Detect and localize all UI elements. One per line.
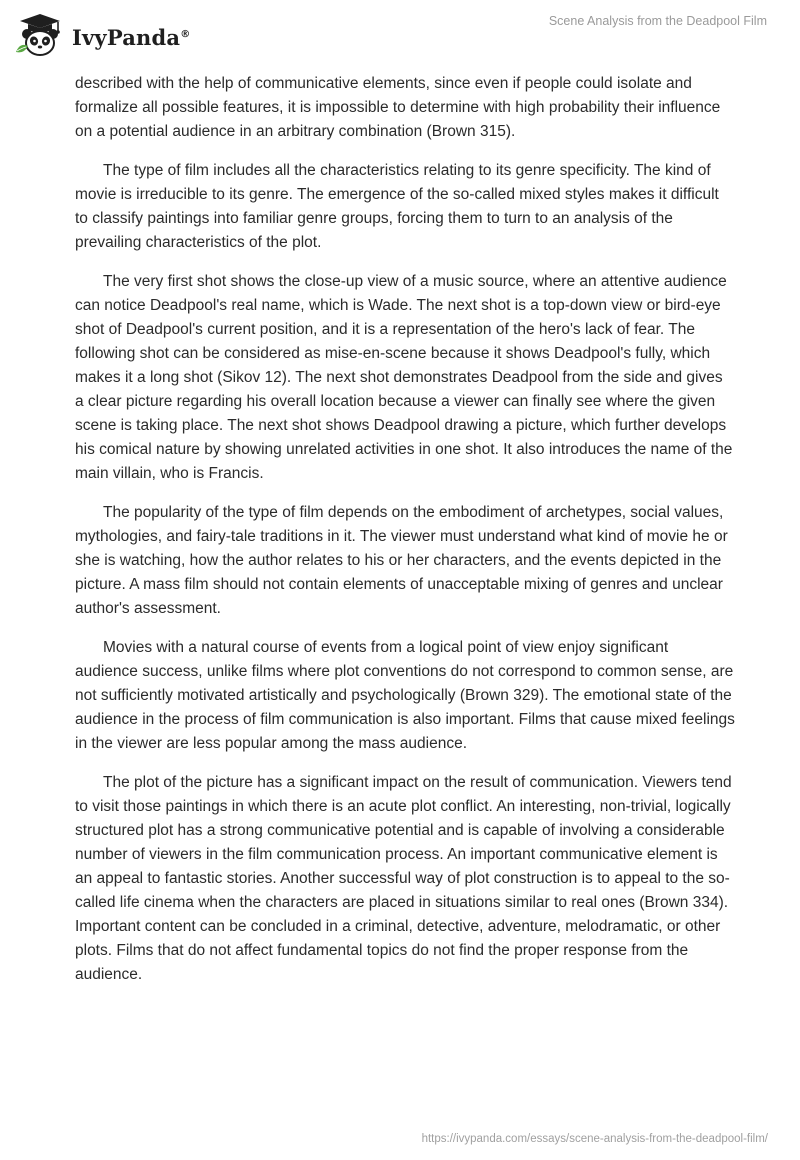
- registered-mark: ®: [180, 28, 191, 40]
- paragraph: The type of film includes all the characteristics relating to its genre specificity. The kind of movie is irreducible to its genre. The emergence of the so-called mixed styles makes it difficult to classify paintings into familiar genre groups, forcing them to turn to an analysis of the prevailing characteristics of the plot.: [75, 162, 719, 251]
- page-header: [0, 0, 800, 72]
- paragraph: The popularity of the type of film depends on the embodiment of archetypes, social values, mythologies, and fairy-tale traditions in it. The viewer must understand what kind of movie he or she is watching, how the author relates to his or her characters, and the events depicted in the picture. A mass film should not contain elements of unacceptable mixing of genres and unclear author's assessment.: [75, 504, 728, 617]
- essay-body: [75, 72, 735, 1002]
- brand-logo[interactable]: [14, 12, 190, 58]
- panda-graduate-icon: [14, 12, 66, 58]
- paragraph: described with the help of communicative elements, since even if people could isolate and formalize all possible features, it is impossible to determine with high probability their influence on a potential audience in an arbitrary combination (Brown 315).: [75, 75, 721, 140]
- brand-name: IvyPanda®: [72, 24, 191, 50]
- paragraph: The plot of the picture has a significant impact on the result of communication. Viewers tend to visit those paintings in which there is an acute plot conflict. An interesting, non-trivial, logically structured plot has a strong communicative potential and is capable of involving a considerable number of viewers in the film communication process. An important communicative element is an appeal to fantastic stories. Another successful way of plot construction is to appeal to the so-called life cinema when the characters are placed in situations similar to real ones (Brown 334). Important content can be concluded in a criminal, detective, adventure, melodramatic, or other plots. Films that do not affect fundamental topics do not find the proper response from the audience.: [75, 774, 732, 983]
- paragraph: The very first shot shows the close-up view of a music source, where an attentive audience can notice Deadpool's real name, which is Wade. The next shot is a top-down view or bird-eye shot of Deadpool's current position, and it is a representation of the hero's lack of fear. The following shot can be considered as mise-en-scene because it shows Deadpool's fully, which makes it a long shot (Sikov 12). The next shot demonstrates Deadpool from the side and gives a clear picture regarding his overall location because a viewer can finally see where the given scene is taking place. The next shot shows Deadpool drawing a picture, which further develops his comical nature by showing unrelated activities in one shot. It also introduces the name of the main villain, who is Francis.: [75, 273, 733, 482]
- paragraph: Movies with a natural course of events from a logical point of view enjoy significant audience success, unlike films where plot conventions do not correspond to common sense, are not sufficiently motivated artistically and psychologically (Brown 329). The emotional state of the audience in the process of film communication is also important. Films that cause mixed feelings in the viewer are less popular among the mass audience.: [75, 639, 735, 752]
- source-url[interactable]: https://ivypanda.com/essays/scene-analysis-from-the-deadpool-film/: [421, 1133, 768, 1145]
- document-title: Scene Analysis from the Deadpool Film: [548, 14, 767, 28]
